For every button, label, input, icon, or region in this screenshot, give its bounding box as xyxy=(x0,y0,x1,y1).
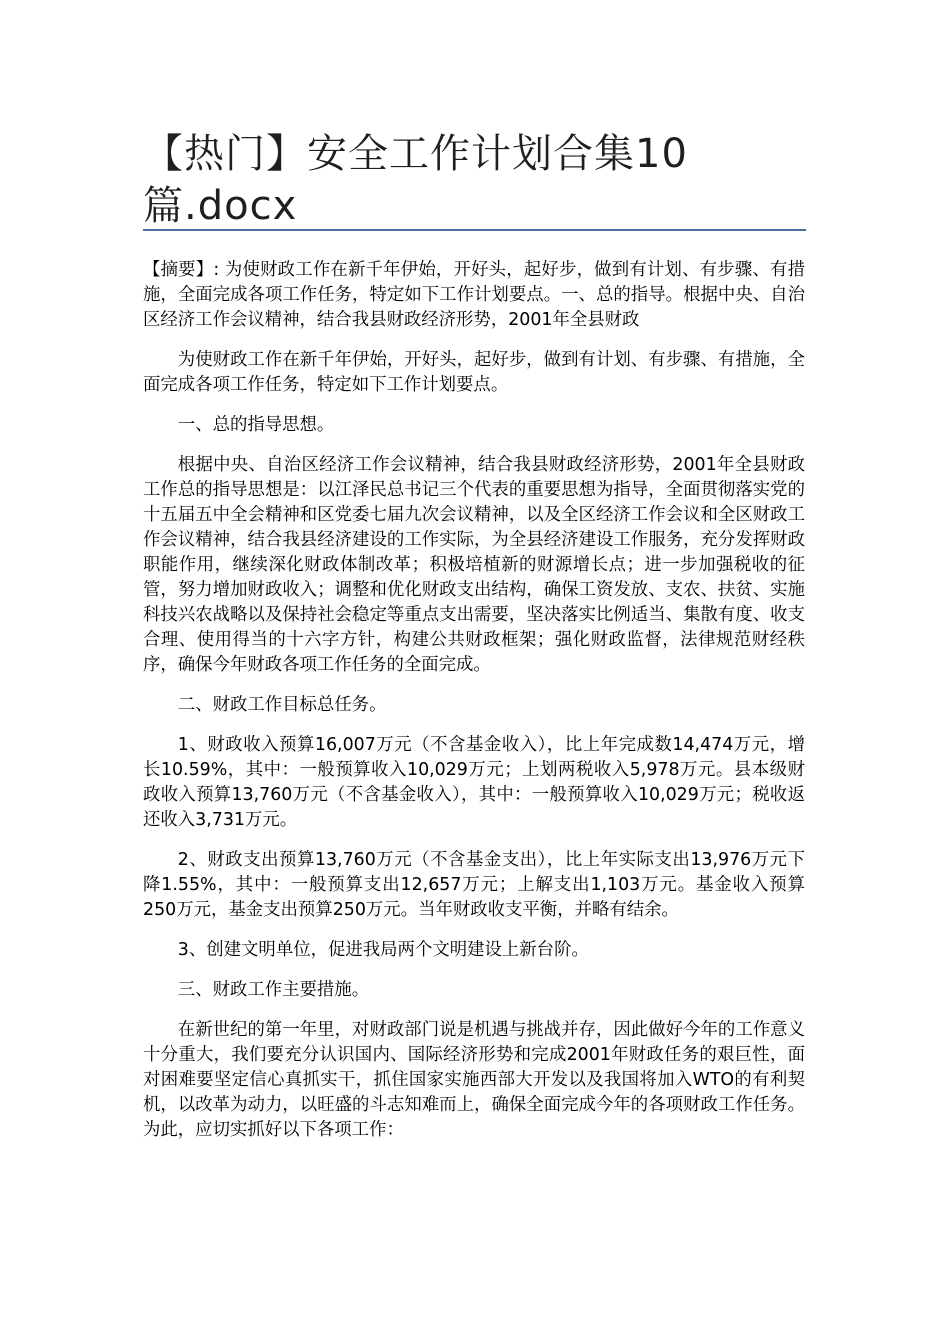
paragraph-civilized-unit: 3、创建文明单位，促进我局两个文明建设上新台阶。 xyxy=(177,940,589,960)
title-divider xyxy=(143,229,806,231)
abstract-text: : 为使财政工作在新千年伊始，开好头，起好步，做到有计划、有步骤、有措施，全面完成各项工作任务，特定如下工作计划要点。一、总的指导。根据中央、自治区经济工作会议精神，结合我县财政经济形势，2001年全县财政 xyxy=(143,260,805,330)
title-line-1: 【热门】安全工作计划合集10 xyxy=(143,131,688,177)
paragraph-guiding-thought: 根据中央、自治区经济工作会议精神，结合我县财政经济形势，2001年全县财政工作总的指导思想是：以江泽民总书记三个代表的重要思想为指导，全面贯彻落实党的十五届五中全会精神和区党委七届九次会议精神，以及全区经济工作会议和全区财政工作会议精神，结合我县经济建设的工作实际，为全县经济建设工作服务，充分发挥财政职能作用，继续深化财政体制改革；积极培植新的财源增长点；进一步加强税收的征管，努力增加财政收入；调整和优化财政支出结构，确保工资发放、支农、扶贫、实施科技兴农战略以及保持社会稳定等重点支出需要，坚决落实比例适当、集散有度、收支合理、使用得当的十六字方针，构建公共财政框架；强化财政监督，法律规范财经秩序，确保今年财政各项工作任务的全面完成。 xyxy=(143,455,805,675)
document-body xyxy=(143,258,805,1158)
paragraph-revenue-target: 1、财政收入预算16,007万元（不含基金收入），比上年完成数14,474万元，增长10.59%，其中：一般预算收入10,029万元；上划两税收入5,978万元。县本级财政收入预算13,760万元（不含基金收入），其中：一般预算收入10,029万元；税收返还收入3,731万元。 xyxy=(143,735,805,830)
paragraph-expenditure-target: 2、财政支出预算13,760万元（不含基金支出），比上年实际支出13,976万元下降1.55%，其中：一般预算支出12,657万元；上解支出1,103万元。基金收入预算250万元，基金支出预算250万元。当年财政收支平衡，并略有结余。 xyxy=(143,850,805,920)
heading-section-3: 三、财政工作主要措施。 xyxy=(177,980,370,1000)
abstract xyxy=(143,258,805,333)
document-title xyxy=(143,128,743,232)
heading-section-2: 二、财政工作目标总任务。 xyxy=(177,695,387,715)
heading-section-1: 一、总的指导思想。 xyxy=(177,415,335,435)
paragraph-measures: 在新世纪的第一年里，对财政部门说是机遇与挑战并存，因此做好今年的工作意义十分重大，我们要充分认识国内、国际经济形势和完成2001年财政任务的艰巨性，面对困难要坚定信心真抓实干，抓住国家实施西部大开发以及我国将加入WTO的有利契机，以改革为动力，以旺盛的斗志知难而上，确保全面完成今年的各项财政工作任务。为此，应切实抓好以下各项工作： xyxy=(143,1020,805,1140)
paragraph-intro: 为使财政工作在新千年伊始，开好头，起好步，做到有计划、有步骤、有措施，全面完成各项工作任务，特定如下工作计划要点。 xyxy=(143,350,805,395)
title-line-2: 篇.docx xyxy=(143,183,298,229)
abstract-label: 【摘要】 xyxy=(143,260,214,280)
